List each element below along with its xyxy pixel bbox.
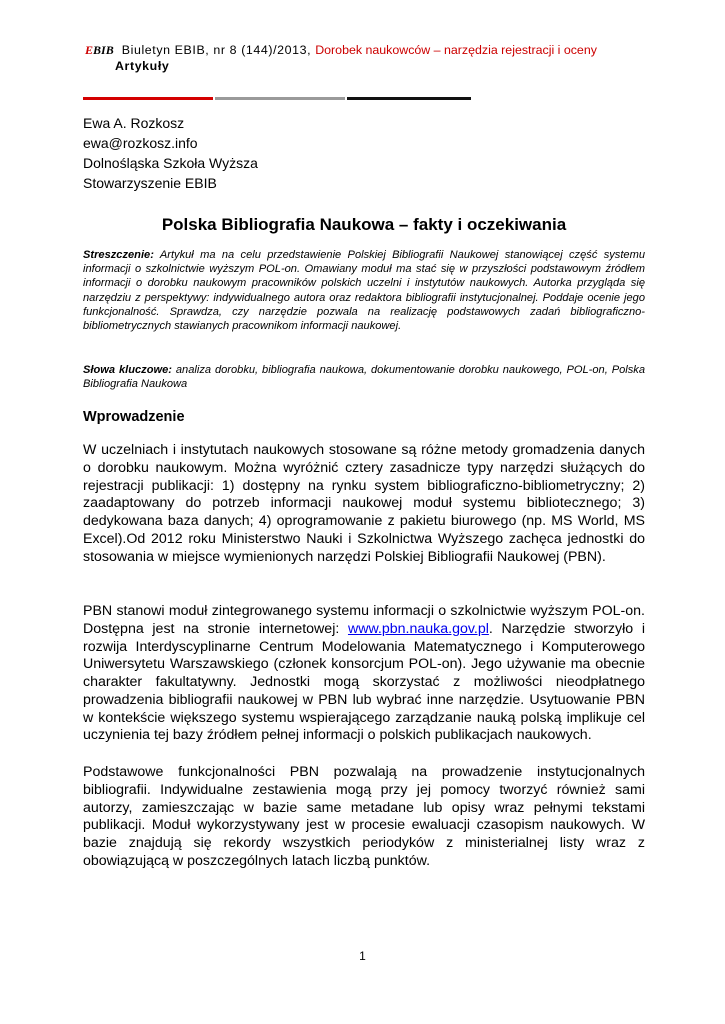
page-number: 1 <box>359 949 366 963</box>
running-header <box>85 42 685 74</box>
article-title: Polska Bibliografia Naukowa – fakty i oczekiwania <box>161 215 567 234</box>
author-email[interactable]: ewa@rozkosz.info <box>83 135 198 151</box>
paragraph-text: . Narzędzie stworzyło i rozwija Interdyscyplinarne Centrum Modelowania Matematycznego i Komputerowego Uniwersytetu Warszawskiego (członek konsorcjum POL-on). Jego używanie ma obecnie charakter fakultatywny. Jednostki mogą skorzystać z możliwości nieodpłatnego prowadzenia bibliografii naukowej w PBN lub wybrać inne narzędzie. Usytuowanie PBN w kontekście większego systemu wspierającego zarządzanie nauką polską implikuje cel uczynienia tej bazy źródłem pełnej informacji o polskich publikacjach naukowych. <box>83 620 645 744</box>
header-rule-black <box>347 97 471 100</box>
abstract-text: Artykuł ma na celu przedstawienie Polskiej Bibliografii Naukowej stanowiącej część systemu informacji o szkolnictwie wyższym POL-on. Omawiany moduł ma stać się w przyszłości podstawowym źródłem informacji o dorobku naukowym pracowników polskich uczelni i instytutów naukowych. Autorka przygląda się narzędziu z perspektywy: indywidualnego autora oraz redaktora bibliografii instytucjonalnej. Poddaje ocenie jego funkcjonalność. Sprawdza, czy narzędzie pozwala na realizację podstawowych zadań bibliograficzno-bibliometrycznych stawianych pracownikom informacji naukowej. <box>83 249 646 333</box>
pbn-website-link[interactable]: www.pbn.nauka.gov.pl <box>347 620 489 637</box>
header-rule-grey <box>215 97 345 100</box>
header-rule-red <box>83 97 213 100</box>
ebib-logo: EBIB <box>85 43 114 57</box>
keywords-label: Słowa kluczowe: <box>83 364 172 376</box>
paragraph-text: PBN stanowi moduł zintegrowanego systemu informacji o szkolnictwie wyższym POL-on. Dostępna jest na stronie internetowej: <box>83 603 645 637</box>
section-heading: Wprowadzenie <box>83 409 185 425</box>
keywords <box>83 363 645 391</box>
issue-topic: Dorobek naukowców – narzędzia rejestracji i oceny <box>315 43 597 57</box>
header-line <box>85 42 685 58</box>
author-affiliation: Stowarzyszenie EBIB <box>83 175 217 191</box>
body-paragraph <box>83 603 645 745</box>
keywords-text: analiza dorobku, bibliografia naukowa, dokumentowanie dorobku naukowego, POL-on, Polska Bibliografia Naukowa <box>83 364 645 391</box>
body-paragraph: Podstawowe funkcjonalności PBN pozwalają na prowadzenie instytucjonalnych bibliografii. Indywidualne zestawienia mogą przy jej pomocy tworzyć również sami autorzy, zamieszczając w bazie same metadane lub opisy wraz pełnymi tekstami publikacji. Moduł wykorzystywany jest w procesie ewaluacji czasopism naukowych. W bazie znajdują się rekordy wszystkich periodyków z ministerialnej listy wraz z obowiązującą w poszczególnych latach liczbą punktów. <box>83 764 645 869</box>
abstract-label: Streszczenie: <box>83 249 154 261</box>
journal-issue: Biuletyn EBIB, nr 8 (144)/2013, <box>121 43 312 57</box>
body-paragraph: W uczelniach i instytutach naukowych stosowane są różne metody gromadzenia danych o dorobku naukowym. Można wyróżnić cztery zasadnicze typy narzędzi służących do rejestracji publikacji: 1) dostępny na rynku system bibliograficzno-bibliometryczny; 2) zaadaptowany do potrzeb informacji naukowej moduł systemu bibliotecznego; 3) dedykowana baza danych; 4) oprogramowanie z pakietu biurowego (np. MS World, MS Excel).Od 2012 roku Ministerstwo Nauki i Szkolnictwa Wyższego zachęca jednostki do stosowania w miejsce wymienionych narzędzi Polskiej Bibliografii Naukowej (PBN). <box>83 442 645 565</box>
author-affiliation: Dolnośląska Szkoła Wyższa <box>83 155 258 171</box>
author-block <box>83 113 258 193</box>
author-name: Ewa A. Rozkosz <box>83 115 185 131</box>
abstract <box>83 248 645 333</box>
header-section: Artykuły <box>115 59 170 73</box>
